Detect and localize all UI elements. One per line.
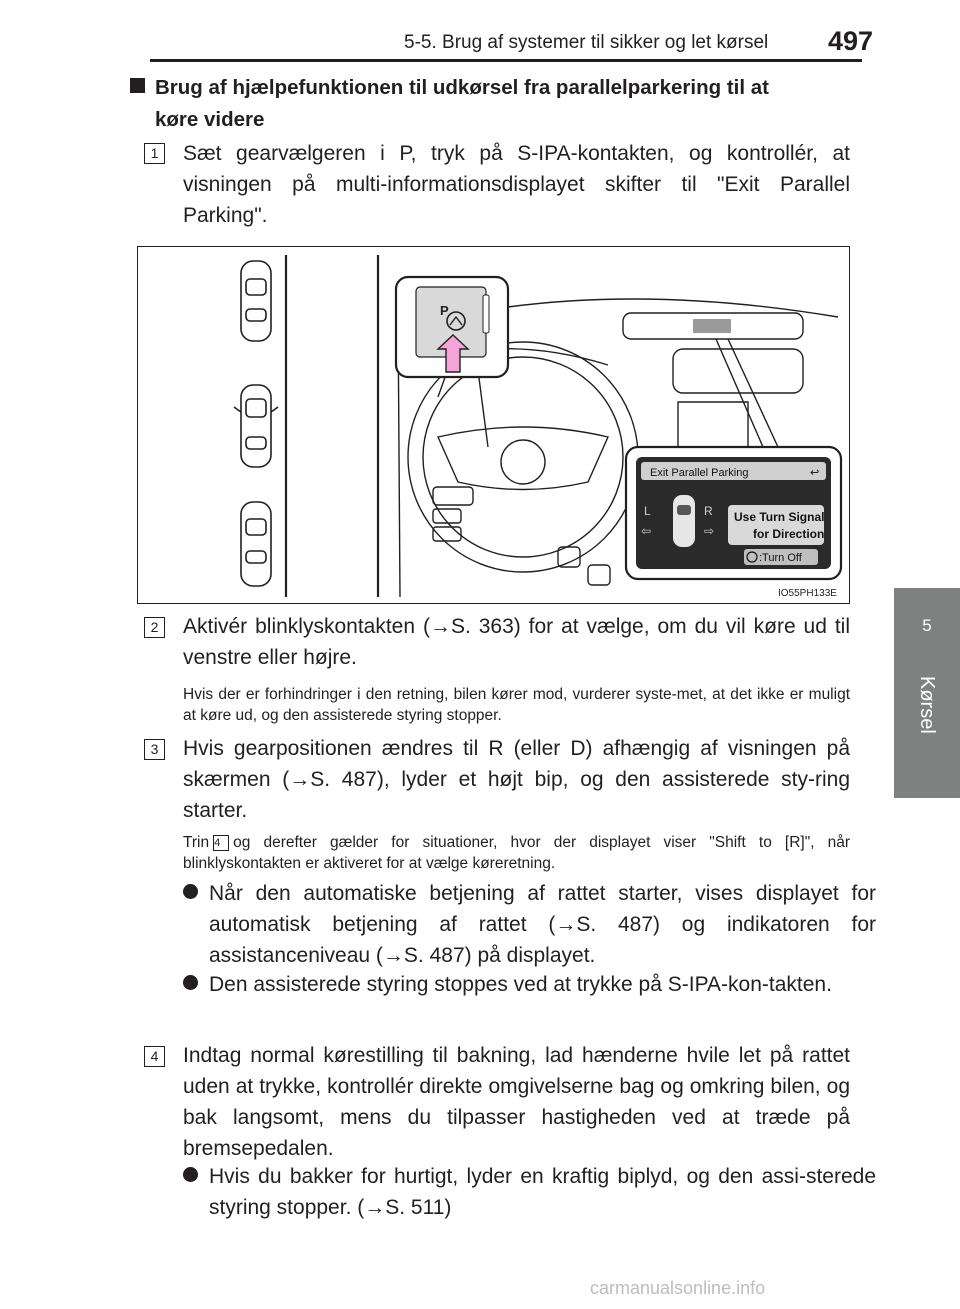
parked-car-rear-icon: [241, 502, 271, 586]
screen-message-2: for Direction: [753, 527, 825, 541]
running-header: 5-5. Brug af systemer til sikker og let kørsel: [404, 32, 769, 53]
parked-car-front-icon: [241, 261, 271, 341]
step-3-bullet-1: Når den automatiske betjening af rattet starter, vises displayet for automatisk betjening af rattet (→S. 487) og indikatoren for assistanceniveau (→S. 487) på displayet.: [183, 878, 876, 971]
step-number-4: 4: [144, 1046, 165, 1067]
step-4-bullet-1: Hvis du bakker for hurtigt, lyder en kraftig biplyd, og den assi-sterede styring stopper. (→S. 511): [183, 1161, 876, 1223]
chapter-label: Kørsel: [916, 676, 938, 734]
left-arrow-icon: ⇦: [641, 524, 652, 538]
chapter-side-tab: [894, 588, 960, 798]
section-heading: [130, 72, 850, 136]
step-ref-box: 4: [213, 835, 229, 851]
figure-code: IO55PH133E: [778, 588, 837, 599]
step-3-bullet-2: Den assisterede styring stoppes ved at trykke på S-IPA-kon-takten.: [183, 969, 876, 1000]
left-letter: L: [644, 504, 651, 518]
step-number-2: 2: [144, 617, 165, 638]
step-3-note-rest: og derefter gælder for situationer, hvor der displayet viser "Shift to [R]", når blinklyskontakten er aktiveret for at vælge køreretning.: [183, 834, 850, 872]
page-number: 497: [828, 26, 874, 56]
screen-title: Exit Parallel Parking: [650, 467, 749, 479]
heading-line-2: køre videre: [155, 108, 265, 131]
step-3-note-lead: Trin: [183, 834, 210, 851]
illustration-figure: [137, 246, 850, 604]
header-divider: [150, 59, 862, 62]
step-2-text: Aktivér blinklyskontakten (→S. 363) for at vælge, om du vil køre ud til venstre eller højre.: [183, 615, 850, 669]
watermark: carmanualsonline.info: [590, 1278, 766, 1298]
step-2-note: Hvis der er forhindringer i den retning, bilen kører mod, vurderer syste-met, at det ikke er muligt at køre ud, og den assisterede styring stopper.: [183, 686, 850, 724]
screen-car-icon: [673, 495, 695, 547]
bullet-dot-icon: [183, 1167, 198, 1182]
step-3-note: [183, 832, 850, 874]
step-4-text: Indtag normal kørestilling til bakning, lad hænderne hvile let på rattet uden at trykke, kontrollér direkte omgivelserne bag og omkring bilen, og bak langsomt, mens du tilpasser hastigheden ved at træde på bremsepedalen.: [183, 1044, 850, 1160]
step-number-1: 1: [144, 143, 165, 164]
step-3-text: Hvis gearpositionen ændres til R (eller D) afhængig af visningen på skærmen (→S. 487), lyder et højt bip, og den assisterede sty-ring starter.: [183, 737, 850, 822]
own-car-icon: [234, 385, 278, 467]
step-number-3: 3: [144, 739, 165, 760]
heading-line-1: Brug af hjælpefunktionen til udkørsel fra parallelparkering til at: [155, 76, 769, 99]
screen-message-1: Use Turn Signal: [734, 510, 825, 524]
screen-turn-off: :Turn Off: [759, 552, 802, 564]
square-bullet-icon: [130, 78, 145, 93]
right-letter: R: [704, 504, 713, 518]
back-arrow-icon: ↩: [810, 466, 820, 479]
chapter-number: 5: [922, 616, 932, 635]
step-1-text: Sæt gearvælgeren i P, tryk på S-IPA-kontakten, og kontrollér, at visningen på multi-informationsdisplayet skifter til "Exit Parallel Parking".: [183, 142, 850, 227]
bullet-dot-icon: [183, 884, 198, 899]
dashboard-illustration: [138, 247, 848, 602]
sipa-switch-callout: [396, 277, 508, 377]
bullet-dot-icon: [183, 975, 198, 990]
multi-info-display-callout: [626, 447, 841, 579]
right-arrow-icon: ⇨: [704, 524, 715, 538]
p-letter: P: [440, 303, 449, 318]
